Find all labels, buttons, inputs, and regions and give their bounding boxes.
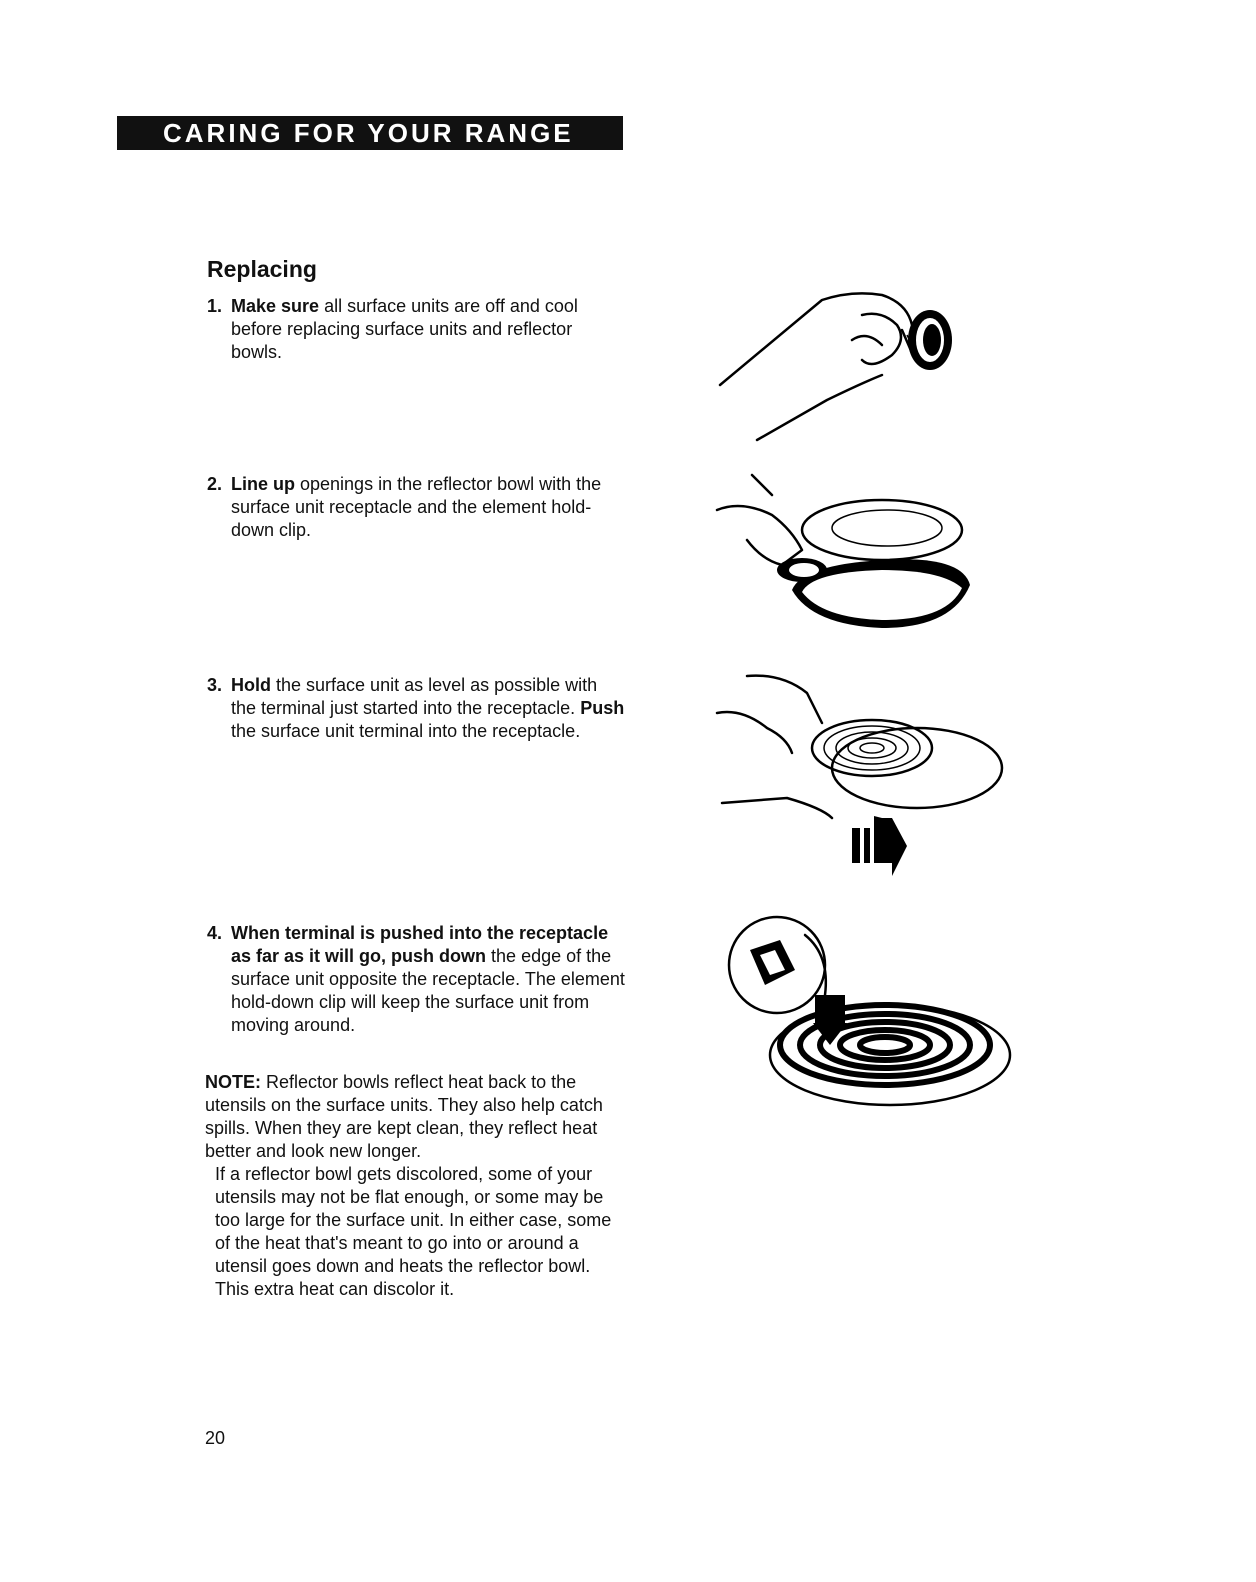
step-2 <box>207 473 627 542</box>
step-emphasis: Hold <box>231 675 271 695</box>
step-4 <box>207 922 627 1037</box>
step-text: openings in the reflector bowl with the surface unit receptacle and the element hold-down clip. <box>231 474 602 540</box>
step-number: 2. <box>207 474 223 494</box>
surface-unit-push-down-illustration <box>715 915 1020 1125</box>
reflector-bowl-lineup-illustration <box>712 470 977 635</box>
note-paragraph-2: If a reflector bowl gets discolored, some of your utensils may not be flat enough, or some may be too large for the surface unit. In either case, some of the heat that's meant to go into or around a utensil goes down and heats the reflector bowl. This extra heat can discolor it. <box>215 1164 612 1299</box>
step-1 <box>207 295 627 364</box>
section-title: Replacing <box>207 256 317 282</box>
step-emphasis: When terminal is pushed into the receptacle as far as it will go, push down <box>231 923 609 966</box>
note-block <box>205 1071 625 1301</box>
step-emphasis-2: Push <box>580 698 625 718</box>
note-paragraph-1: Reflector bowls reflect heat back to the utensils on the surface units. They also help catch spills. When they are kept clean, they reflect heat better and look new longer. <box>205 1072 603 1161</box>
surface-unit-insert-illustration <box>712 668 1007 888</box>
step-text: all surface units are off and cool before replacing surface units and reflector bowls. <box>231 296 578 362</box>
page-number: 20 <box>205 1428 226 1448</box>
step-text: the edge of the surface unit opposite the receptacle. The element hold-down clip will keep the surface unit from moving around. <box>231 946 625 1035</box>
step-number: 4. <box>207 923 223 943</box>
step-text: the surface unit as level as possible with the terminal just started into the receptacle. <box>231 675 598 718</box>
step-emphasis: Line up <box>231 474 295 494</box>
step-number: 1. <box>207 296 223 316</box>
step-number: 3. <box>207 675 223 695</box>
note-label: NOTE: <box>205 1072 261 1092</box>
step-3 <box>207 674 627 743</box>
step-text-2: the surface unit terminal into the receptacle. <box>231 721 581 741</box>
section-banner: CARING FOR YOUR RANGE <box>117 116 623 150</box>
hand-holding-surface-unit-illustration <box>712 285 962 450</box>
step-emphasis: Make sure <box>231 296 320 316</box>
